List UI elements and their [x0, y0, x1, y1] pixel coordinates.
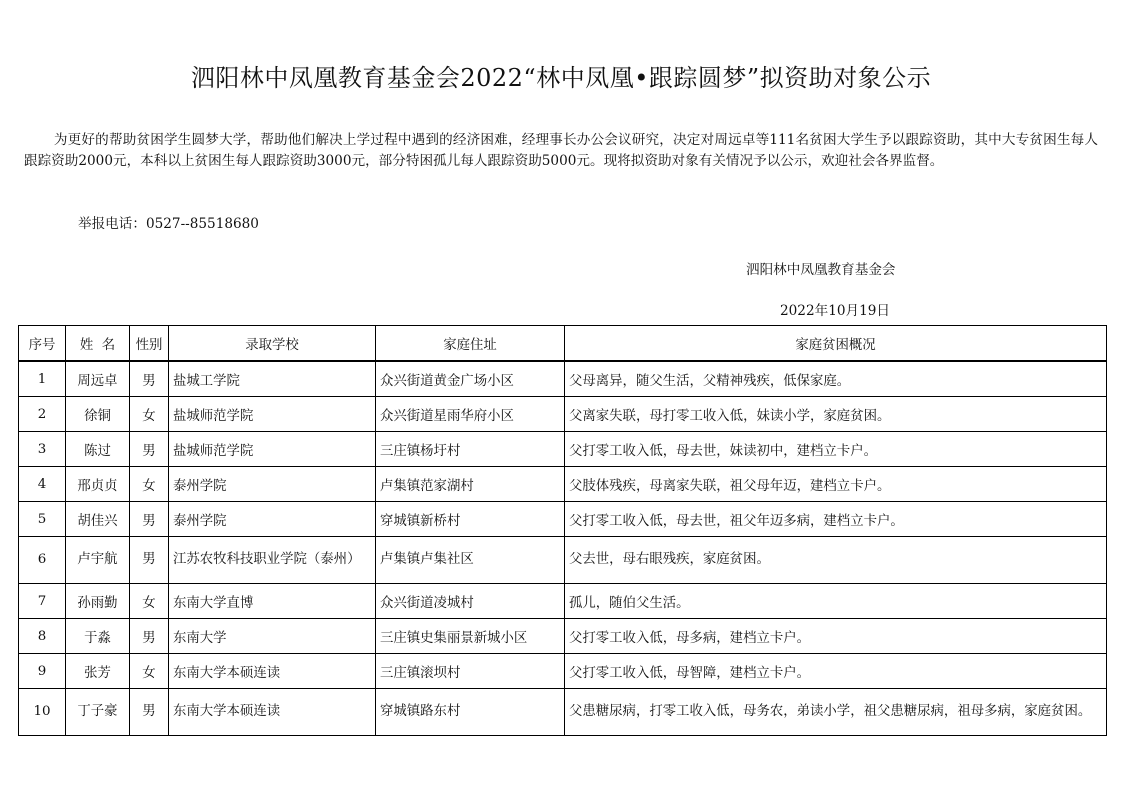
cell-serial: 5: [19, 502, 66, 537]
cell-school: 泰州学院: [169, 502, 376, 537]
report-hotline: 举报电话：0527--85518680: [78, 216, 259, 232]
cell-situation: 父离家失联，母打零工收入低，妹读小学，家庭贫困。: [565, 397, 1107, 432]
cell-serial: 10: [19, 689, 66, 736]
cell-name: 张芳: [66, 654, 130, 689]
cell-sex: 男: [130, 361, 169, 397]
cell-name: 胡佳兴: [66, 502, 130, 537]
cell-sex: 男: [130, 432, 169, 467]
cell-address: 三庄镇滚坝村: [376, 654, 565, 689]
recipients-table: [18, 325, 1107, 736]
cell-serial: 6: [19, 537, 66, 584]
table-row: [19, 397, 1107, 432]
cell-serial: 3: [19, 432, 66, 467]
table-row: [19, 502, 1107, 537]
cell-address: 众兴街道星雨华府小区: [376, 397, 565, 432]
cell-school: 盐城师范学院: [169, 397, 376, 432]
issuing-organization: 泗阳林中凤凰教育基金会: [746, 262, 896, 278]
cell-serial: 8: [19, 619, 66, 654]
page-title: 泗阳林中凤凰教育基金会2022“林中凤凰•跟踪圆梦”拟资助对象公示: [190, 64, 932, 92]
cell-name: 孙雨勤: [66, 584, 130, 619]
cell-address: 穿城镇新桥村: [376, 502, 565, 537]
cell-school: 东南大学: [169, 619, 376, 654]
cell-situation: 父肢体残疾，母离家失联，祖父母年迈，建档立卡户。: [565, 467, 1107, 502]
table-row: [19, 619, 1107, 654]
cell-serial: 2: [19, 397, 66, 432]
header-sex: 性别: [130, 326, 169, 362]
cell-situation: 父患糖尿病，打零工收入低，母务农，弟读小学，祖父患糖尿病，祖母多病，家庭贫困。: [565, 689, 1107, 736]
cell-name: 于淼: [66, 619, 130, 654]
cell-name: 邢贞贞: [66, 467, 130, 502]
cell-school: 盐城师范学院: [169, 432, 376, 467]
cell-situation: 孤儿，随伯父生活。: [565, 584, 1107, 619]
header-address: 家庭住址: [376, 326, 565, 362]
table-row: [19, 689, 1107, 736]
cell-sex: 男: [130, 619, 169, 654]
cell-address: 众兴街道凌城村: [376, 584, 565, 619]
cell-sex: 女: [130, 584, 169, 619]
issue-date: 2022年10月19日: [780, 303, 890, 319]
table-row: [19, 537, 1107, 584]
table-row: [19, 654, 1107, 689]
table-row: [19, 584, 1107, 619]
table-row: [19, 432, 1107, 467]
cell-school: 江苏农牧科技职业学院（泰州）: [169, 537, 376, 584]
header-situation: 家庭贫困概况: [565, 326, 1107, 362]
header-name: 姓 名: [66, 326, 130, 362]
cell-address: 三庄镇史集丽景新城小区: [376, 619, 565, 654]
cell-serial: 4: [19, 467, 66, 502]
header-serial: 序号: [19, 326, 66, 362]
cell-school: 东南大学本硕连读: [169, 654, 376, 689]
cell-address: 众兴街道黄金广场小区: [376, 361, 565, 397]
cell-sex: 男: [130, 689, 169, 736]
cell-sex: 女: [130, 654, 169, 689]
cell-address: 卢集镇卢集社区: [376, 537, 565, 584]
cell-school: 东南大学直博: [169, 584, 376, 619]
cell-serial: 1: [19, 361, 66, 397]
cell-name: 徐铜: [66, 397, 130, 432]
cell-school: 泰州学院: [169, 467, 376, 502]
cell-address: 卢集镇范家湖村: [376, 467, 565, 502]
table-row: [19, 361, 1107, 397]
cell-situation: 父去世，母右眼残疾，家庭贫困。: [565, 537, 1107, 584]
cell-situation: 父打零工收入低，母去世，祖父年迈多病，建档立卡户。: [565, 502, 1107, 537]
cell-name: 周远卓: [66, 361, 130, 397]
cell-sex: 女: [130, 467, 169, 502]
cell-address: 三庄镇杨圩村: [376, 432, 565, 467]
cell-situation: 父母离异，随父生活，父精神残疾，低保家庭。: [565, 361, 1107, 397]
header-school: 录取学校: [169, 326, 376, 362]
cell-address: 穿城镇路东村: [376, 689, 565, 736]
cell-sex: 男: [130, 537, 169, 584]
table-row: [19, 467, 1107, 502]
cell-name: 卢宇航: [66, 537, 130, 584]
intro-paragraph: 为更好的帮助贫困学生圆梦大学，帮助他们解决上学过程中遇到的经济困难，经理事长办公会议研究，决定对周远卓等111名贫困大学生予以跟踪资助，其中大专贫困生每人跟踪资助2000元，本科以上贫困生每人跟踪资助3000元，部分特困孤儿每人跟踪资助5000元。现将拟资助对象有关情况予以公示，欢迎社会各界监督。: [24, 132, 1098, 169]
cell-serial: 9: [19, 654, 66, 689]
cell-situation: 父打零工收入低，母智障，建档立卡户。: [565, 654, 1107, 689]
cell-school: 盐城工学院: [169, 361, 376, 397]
cell-school: 东南大学本硕连读: [169, 689, 376, 736]
cell-sex: 女: [130, 397, 169, 432]
cell-situation: 父打零工收入低，母去世，妹读初中，建档立卡户。: [565, 432, 1107, 467]
cell-name: 丁子豪: [66, 689, 130, 736]
cell-situation: 父打零工收入低，母多病，建档立卡户。: [565, 619, 1107, 654]
cell-name: 陈过: [66, 432, 130, 467]
cell-serial: 7: [19, 584, 66, 619]
table-header-row: [19, 326, 1107, 362]
cell-sex: 男: [130, 502, 169, 537]
